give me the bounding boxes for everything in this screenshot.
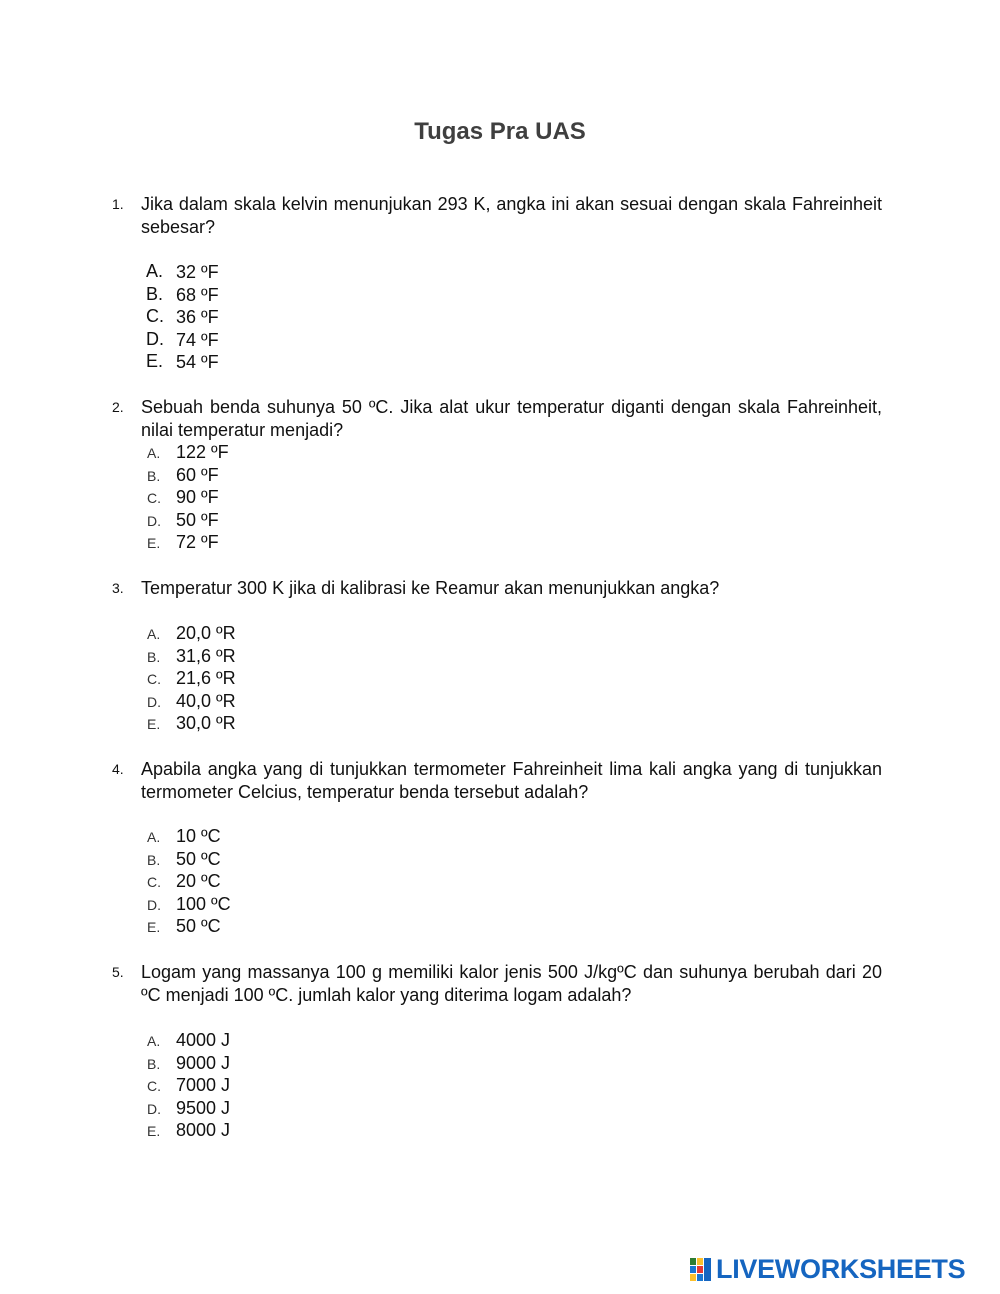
option-3a[interactable] xyxy=(0,622,400,645)
option-letter: C. xyxy=(147,1078,161,1095)
option-value: 90 ºF xyxy=(176,487,219,508)
option-value: 10 ºC xyxy=(176,826,221,846)
option-letter: D. xyxy=(147,693,161,710)
question-number: 2. xyxy=(112,399,124,415)
liveworksheets-logo-icon xyxy=(690,1258,712,1282)
option-1d[interactable] xyxy=(0,329,400,352)
option-5b[interactable] xyxy=(0,1052,400,1075)
option-letter: E. xyxy=(147,535,161,552)
option-value: 72 ºF xyxy=(176,532,219,553)
question-text: Temperatur 300 K jika di kalibrasi ke Reamur akan menunjukkan angka? xyxy=(141,578,720,598)
option-value: 68 ºF xyxy=(176,284,219,305)
option-2e[interactable] xyxy=(0,531,400,554)
option-letter: C. xyxy=(146,306,164,327)
liveworksheets-brand[interactable] xyxy=(690,1253,990,1287)
option-3e[interactable] xyxy=(0,712,400,735)
option-2b[interactable] xyxy=(0,464,400,487)
option-letter: E. xyxy=(147,919,161,936)
option-value: 32 ºF xyxy=(176,262,219,282)
option-value: 50 ºF xyxy=(176,509,219,530)
option-letter: A. xyxy=(146,261,164,281)
option-letter: E. xyxy=(147,716,161,733)
option-letter: E. xyxy=(146,351,164,372)
option-letter: D. xyxy=(147,512,161,529)
option-value: 100 ºC xyxy=(176,893,231,914)
option-4a[interactable] xyxy=(0,825,400,848)
option-1a[interactable] xyxy=(0,261,400,284)
option-letter: A. xyxy=(147,829,161,845)
question-number: 1. xyxy=(112,196,124,212)
option-4b[interactable] xyxy=(0,848,400,871)
option-value: 21,6 ºR xyxy=(176,668,236,689)
option-letter: D. xyxy=(146,328,164,349)
option-value: 30,0 ºR xyxy=(176,713,236,734)
option-5a[interactable] xyxy=(0,1029,400,1052)
option-value: 122 ºF xyxy=(176,442,229,462)
option-value: 7000 J xyxy=(176,1075,231,1096)
option-letter: B. xyxy=(147,851,161,868)
option-3b[interactable] xyxy=(0,645,400,668)
option-3c[interactable] xyxy=(0,667,400,690)
option-3d[interactable] xyxy=(0,690,400,713)
question-text: Sebuah benda suhunya 50 ºC. Jika alat ukur temperatur diganti dengan skala Fahreinheit, nilai temperatur menjadi? xyxy=(141,397,882,440)
option-value: 54 ºF xyxy=(176,352,219,373)
option-letter: D. xyxy=(147,896,161,913)
option-value: 8000 J xyxy=(176,1120,231,1141)
option-4c[interactable] xyxy=(0,870,400,893)
question-number: 3. xyxy=(112,580,124,596)
option-value: 4000 J xyxy=(176,1030,231,1050)
option-5e[interactable] xyxy=(0,1119,400,1142)
option-1b[interactable] xyxy=(0,284,400,307)
option-letter: B. xyxy=(147,467,161,484)
option-value: 31,6 ºR xyxy=(176,645,236,666)
option-1c[interactable] xyxy=(0,306,400,329)
option-2a[interactable] xyxy=(0,441,400,464)
option-value: 50 ºC xyxy=(176,848,221,869)
option-value: 20 ºC xyxy=(176,871,221,892)
option-2d[interactable] xyxy=(0,509,400,532)
option-4d[interactable] xyxy=(0,893,400,916)
question-number: 4. xyxy=(112,761,124,777)
option-value: 36 ºF xyxy=(176,307,219,328)
option-letter: A. xyxy=(147,445,161,461)
option-letter: B. xyxy=(147,648,161,665)
option-value: 9500 J xyxy=(176,1097,231,1118)
option-1e[interactable] xyxy=(0,351,400,374)
option-letter: C. xyxy=(147,490,161,507)
page-title: Tugas Pra UAS xyxy=(414,118,586,145)
option-value: 60 ºF xyxy=(176,464,219,485)
option-letter: C. xyxy=(147,874,161,891)
option-4e[interactable] xyxy=(0,915,400,938)
option-5d[interactable] xyxy=(0,1097,400,1120)
option-2c[interactable] xyxy=(0,486,400,509)
option-value: 50 ºC xyxy=(176,916,221,937)
option-letter: C. xyxy=(147,671,161,688)
option-value: 20,0 ºR xyxy=(176,623,236,643)
option-letter: B. xyxy=(147,1055,161,1072)
question-text: Logam yang massanya 100 g memiliki kalor jenis 500 J/kgºC dan suhunya berubah dari 20 ºC menjadi 100 ºC. jumlah kalor yang diterima logam adalah? xyxy=(141,962,882,1005)
option-value: 9000 J xyxy=(176,1052,231,1073)
option-letter: A. xyxy=(147,1033,161,1049)
option-letter: E. xyxy=(147,1123,161,1140)
question-text: Apabila angka yang di tunjukkan termometer Fahreinheit lima kali angka yang di tunjukkan termometer Celcius, temperatur benda tersebut adalah? xyxy=(141,759,882,802)
option-letter: D. xyxy=(147,1100,161,1117)
option-5c[interactable] xyxy=(0,1074,400,1097)
question-number: 5. xyxy=(112,964,124,980)
question-text: Jika dalam skala kelvin menunjukan 293 K, angka ini akan sesuai dengan skala Fahreinheit sebesar? xyxy=(141,194,882,237)
option-letter: B. xyxy=(146,283,164,304)
option-value: 40,0 ºR xyxy=(176,690,236,711)
brand-name: LIVEWORKSHEETS xyxy=(716,1254,966,1284)
option-value: 74 ºF xyxy=(176,329,219,350)
option-letter: A. xyxy=(147,626,161,642)
